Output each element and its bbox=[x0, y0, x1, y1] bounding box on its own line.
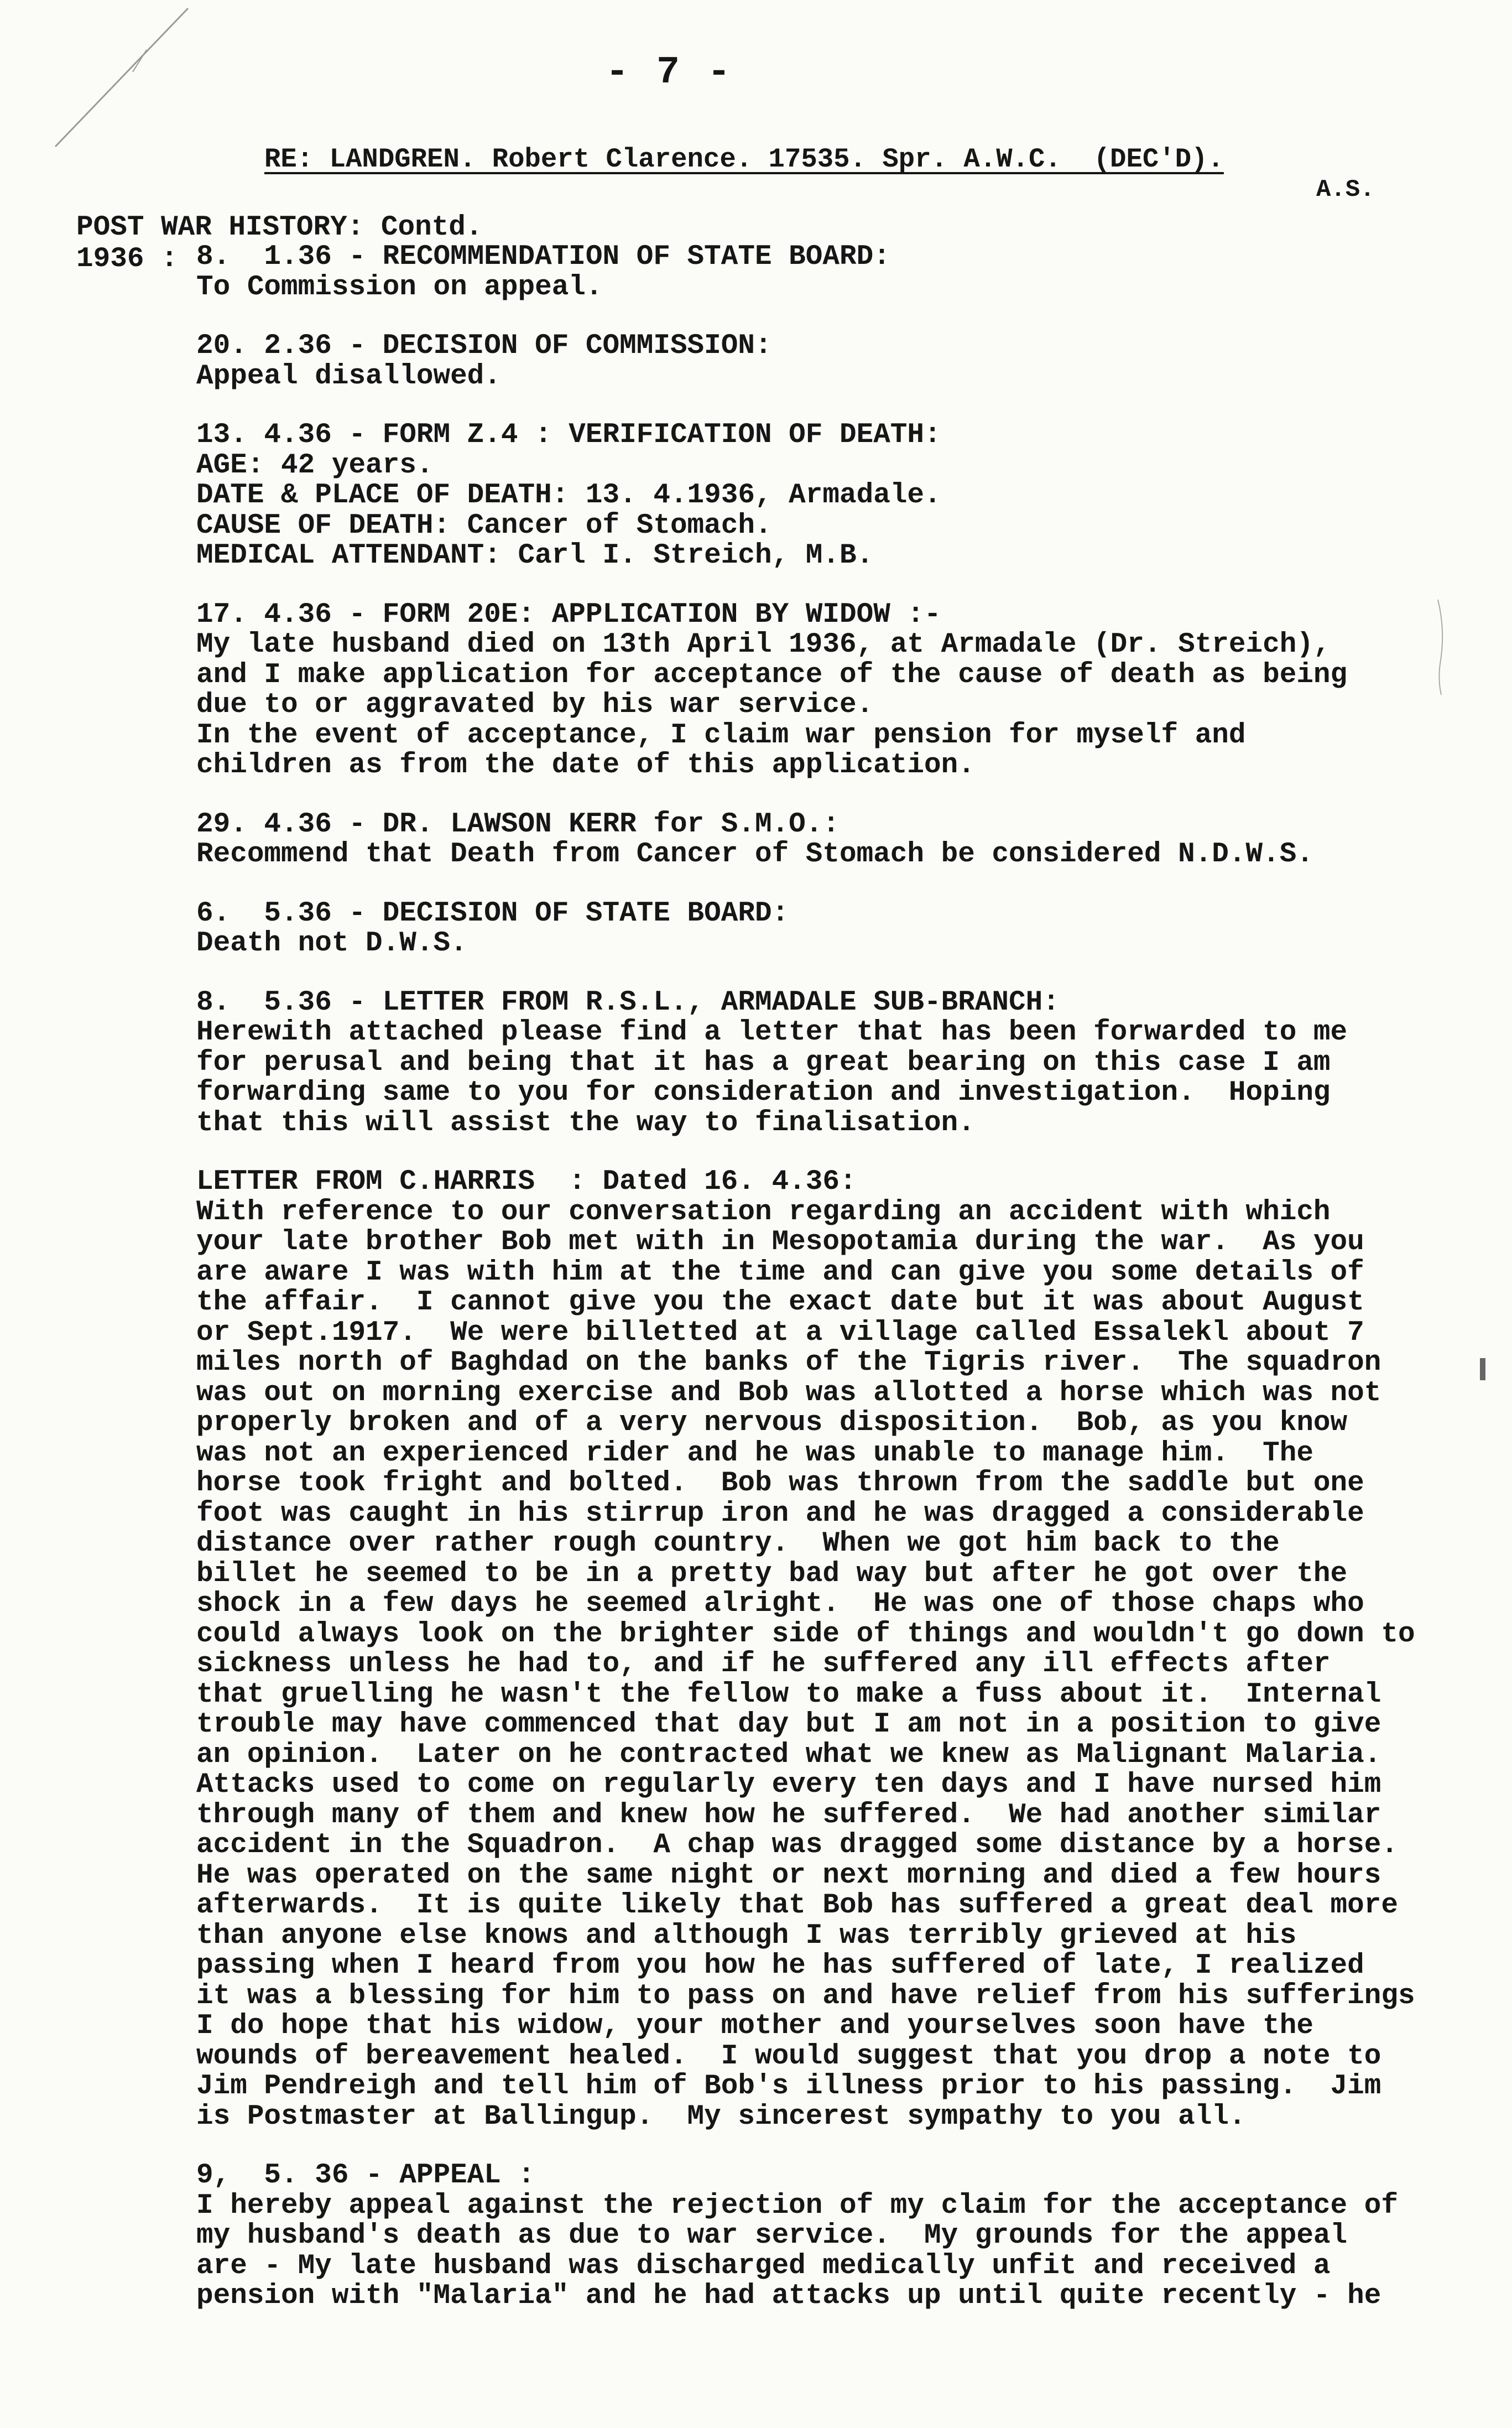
entry-line: MEDICAL ATTENDANT: Carl I. Streich, M.B. bbox=[196, 540, 874, 571]
entry bbox=[196, 420, 1496, 571]
entry-line: and I make application for acceptance of the cause of death as being bbox=[196, 659, 1348, 691]
history-entries bbox=[196, 242, 1496, 2341]
entry-line: To Commission on appeal. bbox=[196, 271, 603, 303]
entry-line: CAUSE OF DEATH: Cancer of Stomach. bbox=[196, 509, 772, 542]
entry-line: forwarding same to you for consideration and investigation. Hoping bbox=[196, 1077, 1331, 1109]
letter-line: could always look on the brighter side of things and wouldn't go down to bbox=[196, 1618, 1415, 1650]
year-prefix: 1936 : bbox=[76, 243, 178, 275]
entry-line: My late husband died on 13th April 1936, at Armadale (Dr. Streich), bbox=[196, 629, 1331, 661]
letter-line: Jim Pendreigh and tell him of Bob's illness prior to his passing. Jim bbox=[196, 2071, 1381, 2102]
letter-line: sickness unless he had to, and if he suffered any ill effects after bbox=[196, 1649, 1331, 1680]
letter-line: With reference to our conversation regarding an accident with which bbox=[196, 1196, 1331, 1228]
appeal-line: pension with "Malaria" and he had attacks up until quite recently - he bbox=[196, 2280, 1381, 2312]
letter-line: passing when I heard from you how he has suffered of late, I realized bbox=[196, 1950, 1364, 1982]
appeal-line: are - My late husband was discharged medically unfit and received a bbox=[196, 2250, 1331, 2282]
entry-line: for perusal and being that it has a great bearing on this case I am bbox=[196, 1047, 1331, 1079]
entry bbox=[196, 242, 1496, 303]
entry-line: AGE: 42 years. bbox=[196, 449, 434, 481]
entry-line: Appeal disallowed. bbox=[196, 360, 501, 392]
entry bbox=[196, 899, 1496, 959]
entry-line: that this will assist the way to finalisation. bbox=[196, 1107, 975, 1139]
appeal-heading: 9, 5. 36 - APPEAL : bbox=[196, 2160, 535, 2191]
section-heading: POST WAR HISTORY: Contd. bbox=[76, 212, 483, 243]
letter-line: that gruelling he wasn't the fellow to make a fuss about it. Internal bbox=[196, 1678, 1381, 1710]
page-number: - 7 - bbox=[606, 51, 733, 95]
entry bbox=[196, 331, 1496, 392]
letter-line: I do hope that his widow, your mother and yourselves soon have the bbox=[196, 2010, 1313, 2042]
letter-line: wounds of bereavement healed. I would suggest that you drop a note to bbox=[196, 2040, 1381, 2072]
letter-line: Attacks used to come on regularly every ten days and I have nursed him bbox=[196, 1769, 1381, 1801]
letter-line: the affair. I cannot give you the exact date but it was about August bbox=[196, 1287, 1364, 1318]
margin-bracket-mark bbox=[1436, 597, 1448, 697]
subject-line: RE: LANDGREN. Robert Clarence. 17535. Spr. A.W.C. (DEC'D). bbox=[264, 144, 1224, 175]
letter-line: or Sept.1917. We were billetted at a village called Essalekl about 7 bbox=[196, 1317, 1364, 1349]
letter-line: miles north of Baghdad on the banks of the Tigris river. The squadron bbox=[196, 1347, 1381, 1379]
entry-heading: 17. 4.36 - FORM 20E: APPLICATION BY WIDOW :- bbox=[196, 599, 941, 631]
letter-line: than anyone else knows and although I was terribly grieved at his bbox=[196, 1920, 1297, 1952]
letter-line: your late brother Bob met with in Mesopotamia during the war. As you bbox=[196, 1226, 1364, 1258]
entry-line: due to or aggravated by his war service. bbox=[196, 689, 874, 721]
entry-line: Death not D.W.S. bbox=[196, 928, 467, 959]
entry-heading: 29. 4.36 - DR. LAWSON KERR for S.M.O.: bbox=[196, 808, 840, 840]
letter-line: trouble may have commenced that day but I am not in a position to give bbox=[196, 1709, 1381, 1740]
letter-line: afterwards. It is quite likely that Bob has suffered a great deal more bbox=[196, 1890, 1398, 1921]
initials: A.S. bbox=[1316, 176, 1375, 204]
entry bbox=[196, 600, 1496, 781]
entry-line: Herewith attached please find a letter that has been forwarded to me bbox=[196, 1017, 1348, 1048]
letter-line: are aware I was with him at the time and can give you some details of bbox=[196, 1256, 1364, 1288]
letter-line: billet he seemed to be in a pretty bad way but after he got over the bbox=[196, 1558, 1348, 1590]
letter-line: accident in the Squadron. A chap was dragged some distance by a horse. bbox=[196, 1829, 1398, 1861]
entry-line: DATE & PLACE OF DEATH: 13. 4.1936, Armadale. bbox=[196, 480, 941, 511]
pencil-mark bbox=[50, 6, 194, 149]
margin-tick-mark bbox=[1480, 1358, 1485, 1380]
entry-heading: 13. 4.36 - FORM Z.4 : VERIFICATION OF DEATH: bbox=[196, 419, 941, 451]
entry-line: In the event of acceptance, I claim war pension for myself and bbox=[196, 719, 1246, 751]
letter-line: an opinion. Later on he contracted what we knew as Malignant Malaria. bbox=[196, 1739, 1381, 1771]
letter-line: properly broken and of a very nervous disposition. Bob, as you know bbox=[196, 1407, 1348, 1439]
appeal-entry bbox=[196, 2161, 1496, 2312]
letter-line: shock in a few days he seemed alright. He was one of those chaps who bbox=[196, 1588, 1364, 1620]
entry-heading: 8. 1.36 - RECOMMENDATION OF STATE BOARD: bbox=[196, 241, 890, 273]
entry-line: Recommend that Death from Cancer of Stomach be considered N.D.W.S. bbox=[196, 839, 1313, 870]
letter-line: was not an experienced rider and he was unable to manage him. The bbox=[196, 1437, 1313, 1469]
harris-letter bbox=[196, 1167, 1496, 2132]
entry-heading: 6. 5.36 - DECISION OF STATE BOARD: bbox=[196, 897, 789, 929]
entry-heading: 8. 5.36 - LETTER FROM R.S.L., ARMADALE SUB-BRANCH: bbox=[196, 986, 1060, 1018]
letter-heading: LETTER FROM C.HARRIS : Dated 16. 4.36: bbox=[196, 1166, 857, 1198]
appeal-line: my husband's death as due to war service. My grounds for the appeal bbox=[196, 2220, 1348, 2252]
entry bbox=[196, 988, 1496, 1139]
letter-line: is Postmaster at Ballingup. My sincerest sympathy to you all. bbox=[196, 2101, 1246, 2133]
letter-line: He was operated on the same night or next morning and died a few hours bbox=[196, 1859, 1381, 1891]
entry-heading: 20. 2.36 - DECISION OF COMMISSION: bbox=[196, 330, 772, 362]
letter-line: distance over rather rough country. When we got him back to the bbox=[196, 1528, 1280, 1559]
letter-line: it was a blessing for him to pass on and have relief from his sufferings bbox=[196, 1980, 1415, 2012]
letter-line: horse took fright and bolted. Bob was thrown from the saddle but one bbox=[196, 1468, 1364, 1499]
letter-line: was out on morning exercise and Bob was allotted a horse which was not bbox=[196, 1377, 1381, 1409]
entry bbox=[196, 810, 1496, 870]
letter-line: through many of them and knew how he suffered. We had another similar bbox=[196, 1799, 1381, 1831]
letter-line: foot was caught in his stirrup iron and he was dragged a considerable bbox=[196, 1498, 1364, 1530]
entry-line: children as from the date of this application. bbox=[196, 750, 975, 781]
appeal-line: I hereby appeal against the rejection of my claim for the acceptance of bbox=[196, 2190, 1398, 2222]
